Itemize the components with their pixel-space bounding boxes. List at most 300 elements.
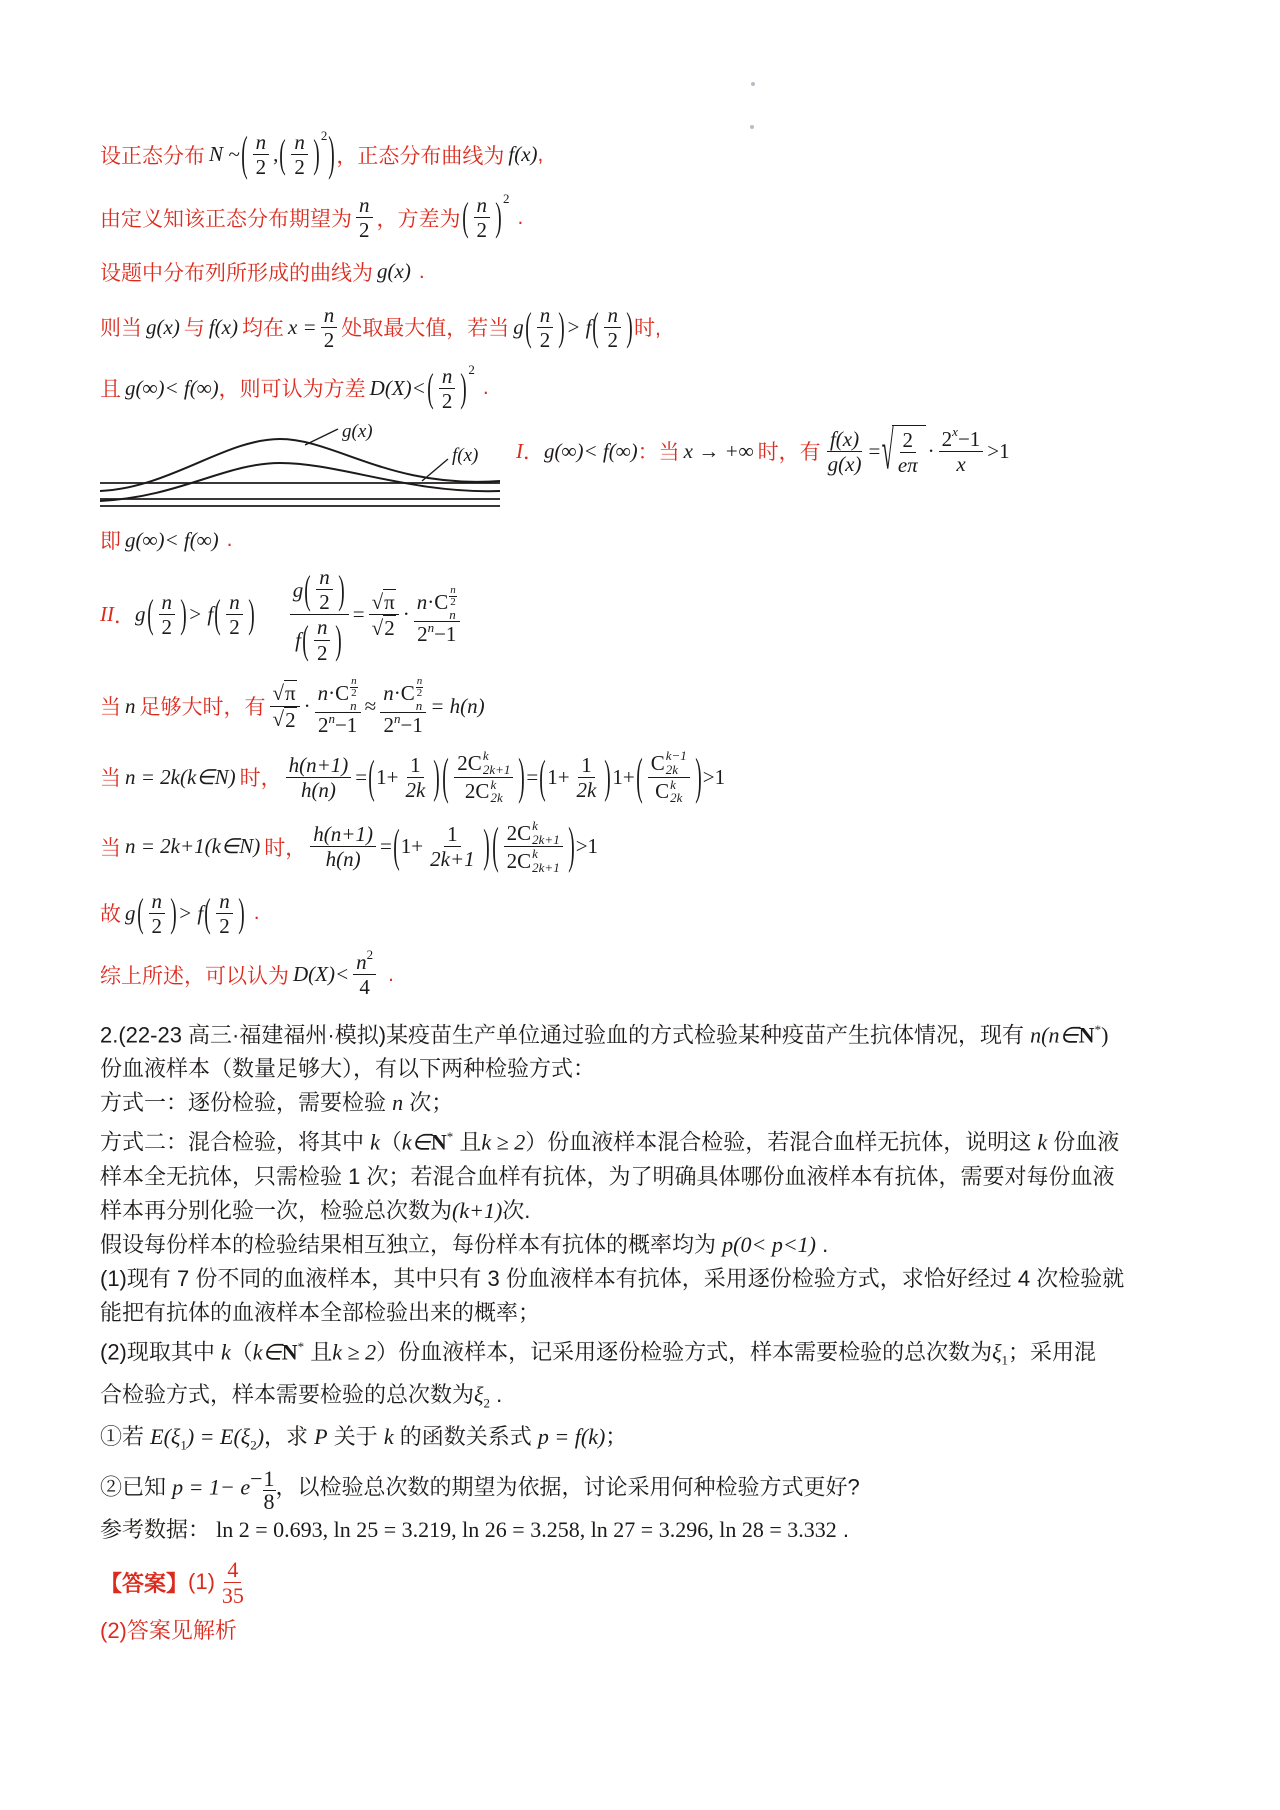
dot-operator: ·: [303, 693, 311, 718]
fraction-n2-over-4: [353, 947, 376, 1000]
script-top: k: [482, 748, 489, 764]
denominator: eπ: [897, 453, 918, 478]
script-top: k: [670, 776, 676, 792]
math-run: k: [221, 1339, 231, 1365]
big-right-paren: ): [695, 747, 702, 805]
math-run: k ≥ 2: [332, 1339, 377, 1365]
math-token: 2: [317, 713, 329, 738]
numerator: [504, 819, 563, 847]
binom-scripts: [490, 778, 502, 805]
denominator: 2: [476, 218, 487, 243]
math-run: > f: [566, 314, 592, 339]
math-token: >1: [575, 834, 599, 859]
cn-text: 当: [658, 441, 680, 465]
big-left-paren: (: [592, 303, 600, 350]
math-run: (k+1): [452, 1197, 503, 1223]
fraction-answer: [219, 1557, 247, 1609]
cn-text: 且: [459, 1129, 482, 1155]
fraction-binomial-term: [315, 675, 361, 738]
normal-distribution-params: [240, 125, 337, 182]
math-run: > f: [178, 900, 204, 925]
math-token: −1: [434, 622, 457, 647]
cn-text: .: [482, 376, 489, 400]
script-bottom: 2k: [490, 790, 503, 806]
math-token: 2C: [464, 779, 490, 804]
numerator: [414, 584, 460, 623]
big-right-paren: ): [238, 889, 245, 936]
numerator: n: [314, 615, 331, 640]
math-run: ξ: [474, 1381, 484, 1407]
fraction: [454, 749, 513, 805]
math-token: −1: [957, 426, 981, 451]
cn-text: .: [253, 901, 260, 925]
big-left-paren: (: [204, 889, 211, 936]
script-top: k: [532, 818, 538, 834]
cn-text: 当: [100, 836, 121, 860]
mini-denominator: 2: [450, 595, 456, 608]
big-right-paren: ): [313, 130, 320, 177]
math-run: k: [383, 1423, 394, 1449]
cn-text: 由定义知该正态分布期望为: [100, 207, 352, 231]
cn-text: .: [418, 259, 425, 283]
cn-text: 合检验方式，样本需要检验的总次数为: [100, 1381, 475, 1407]
radicand: 2: [285, 707, 296, 732]
cn-text: ：: [637, 441, 659, 465]
radical-sign: √: [272, 707, 285, 732]
script-bottom: n: [449, 606, 456, 622]
cn-text: ，求: [264, 1423, 309, 1449]
solution-line-3: [100, 257, 1190, 287]
denominator: h(n): [300, 777, 336, 802]
solution-block: [100, 125, 1190, 1000]
curve-label-g: g(x): [342, 421, 373, 443]
denominator: 2: [161, 615, 172, 640]
fraction-binomial-term: [380, 675, 426, 738]
denominator: 2: [319, 590, 330, 615]
superscript: *: [446, 1129, 454, 1145]
fraction: [216, 889, 233, 938]
math-token: 2C: [457, 751, 482, 776]
leader-line-g: [305, 429, 338, 445]
curve-f: [100, 463, 500, 501]
dot-operator: ·: [393, 681, 401, 706]
numerator: [353, 947, 376, 975]
denominator: 2: [316, 640, 328, 665]
cn-text: 故: [100, 903, 121, 927]
script-top: [416, 675, 424, 699]
mini-denominator: 8: [263, 1488, 275, 1514]
solution-line-4: [100, 303, 1190, 352]
cn-text: 设题中分布列所形成的曲线为: [100, 261, 373, 285]
bold-N: N: [1078, 1022, 1095, 1048]
fraction: [226, 590, 243, 639]
problem-line-14: [100, 1513, 1190, 1547]
fraction: [427, 822, 478, 871]
solution-line-7: [100, 525, 1190, 555]
dot-operator: ·: [427, 590, 435, 615]
cn-text: ,: [537, 142, 544, 166]
minus-sign: −: [250, 1466, 263, 1492]
math-run: (k∈N): [180, 764, 236, 789]
big-right-paren: ): [518, 747, 526, 805]
script-top: [449, 584, 457, 608]
big-left-paren: (: [302, 617, 309, 663]
big-left-paren: (: [635, 747, 643, 805]
cn-text: 的函数关系式: [399, 1423, 532, 1449]
solution-statement-II: [100, 565, 1190, 665]
script-top: k: [532, 846, 538, 862]
paren-fraction: [591, 303, 634, 352]
big-left-paren: (: [393, 819, 400, 873]
paren-group: [538, 749, 612, 803]
numerator: 4: [224, 1557, 241, 1583]
denominator: 2: [229, 615, 240, 640]
radical-sign: √: [371, 589, 384, 614]
equals: =: [352, 602, 365, 627]
dot-operator: ·: [927, 438, 935, 463]
math-token: f: [295, 627, 301, 652]
binom-scripts: [532, 819, 560, 846]
big-right-paren: ): [328, 125, 336, 182]
fraction: [316, 565, 333, 614]
cn-text: （: [230, 1339, 253, 1365]
big-right-paren: ): [433, 749, 441, 803]
paren-fraction-squared: [426, 361, 475, 413]
denominator: x: [956, 451, 966, 476]
roman-numeral: I: [516, 438, 523, 463]
subscript: 1: [180, 1437, 187, 1453]
denominator: 2: [323, 327, 335, 352]
script-bottom: 2k+1: [482, 762, 511, 778]
math-run: E(ξ: [150, 1423, 181, 1449]
numerator: n: [253, 130, 270, 155]
math-token: 1+: [376, 764, 399, 789]
paren-fraction: [136, 889, 179, 938]
math-run: p = 1− e: [172, 1474, 251, 1500]
numerator: n: [439, 364, 456, 389]
superscript: n: [427, 619, 435, 635]
math-token: 2: [941, 426, 953, 451]
answer-line-2: [100, 1614, 1190, 1645]
fraction-binomial-term: [414, 584, 460, 647]
script-bottom: 2k+1: [532, 859, 560, 875]
cn-text: 方式二：混合检验，将其中: [100, 1129, 365, 1155]
math-run: g(∞)< f(∞): [544, 438, 638, 463]
denominator: 4: [359, 975, 370, 1000]
fraction: [939, 424, 984, 476]
solution-line-10: [100, 749, 1190, 805]
radical-sign: √: [371, 615, 384, 640]
math-token: C: [655, 779, 670, 804]
denominator: 2: [294, 155, 305, 180]
big-right-paren: ): [558, 303, 565, 350]
cn-text: 则当: [100, 317, 142, 341]
cn-text: 假设每份样本的检验结果相互独立，每份样本有抗体的概率均为: [100, 1231, 717, 1257]
numerator: n: [356, 193, 373, 218]
script-top: k: [490, 776, 497, 792]
fraction: [314, 615, 331, 664]
big-right-paren: ): [460, 364, 468, 411]
radical-sign: √: [881, 418, 895, 482]
math-token: 2C: [506, 848, 532, 873]
radical-sign: √: [272, 680, 285, 705]
problem-line-5: [100, 1160, 1190, 1194]
denominator: [369, 615, 399, 640]
numerator: 1: [578, 753, 595, 778]
cn-text: 且: [100, 378, 121, 402]
denominator: 2k: [405, 777, 426, 802]
math-token: >1: [702, 764, 726, 789]
big-left-paren: (: [240, 125, 248, 182]
cn-text: ；采用混: [1008, 1339, 1097, 1365]
problem-line-13: [100, 1462, 1190, 1512]
cn-text: .: [517, 205, 524, 229]
math-token: n: [383, 681, 394, 706]
math-run: x → +∞: [683, 438, 754, 463]
binom-scripts: [670, 778, 682, 805]
numerator: n: [216, 889, 233, 914]
script-bottom: 2k: [670, 790, 683, 806]
cn-text: .: [226, 528, 233, 552]
math-run: p = f(k): [537, 1423, 606, 1449]
solution-line-1: [100, 125, 1190, 182]
paren-group: [635, 749, 703, 805]
mini-numerator: n: [450, 583, 456, 596]
fraction: [321, 303, 338, 352]
math-token: C: [650, 751, 665, 776]
denominator: 2k: [576, 777, 597, 802]
cn-text: ）份血液样本，记采用逐份检验方式，样本需要检验的总次数为: [376, 1339, 993, 1365]
math-run: g: [513, 314, 524, 339]
numerator: n: [604, 303, 621, 328]
fraction: [604, 303, 621, 352]
big-left-paren: (: [427, 364, 434, 411]
math-token: −1: [400, 713, 423, 738]
denominator: 35: [221, 1582, 244, 1608]
big-left-paren: (: [136, 889, 144, 936]
equals: =: [526, 764, 539, 789]
paren-fraction: [203, 889, 246, 938]
fraction: [895, 428, 921, 477]
math-run: f(x): [208, 314, 238, 339]
cn-text: .: [388, 962, 394, 986]
numerator: n: [159, 590, 176, 615]
equals: =: [379, 834, 392, 859]
denominator: [652, 778, 685, 805]
numerator: f(x): [827, 427, 862, 452]
big-left-paren: (: [442, 747, 450, 805]
numerator: n: [226, 590, 243, 615]
fraction-h-ratio: [310, 822, 376, 871]
script-top: [350, 675, 358, 699]
big-left-paren: (: [491, 816, 499, 875]
mini-numerator: n: [416, 674, 423, 687]
numerator: n: [316, 565, 333, 590]
cn-text: 时,: [633, 317, 661, 341]
superscript: 2: [468, 361, 475, 377]
bold-N: N: [430, 1129, 447, 1155]
denominator: 2: [607, 327, 618, 352]
denominator: g(x): [827, 451, 862, 476]
big-left-paren: (: [279, 130, 287, 177]
problem-line-2: [100, 1052, 1190, 1086]
mini-denominator: 2: [416, 686, 423, 699]
cn-text: 当: [100, 767, 121, 791]
numerator: [290, 565, 349, 615]
fraction-sqrtpi-over-sqrt2: [369, 589, 399, 640]
cn-text: ，正态分布曲线为: [336, 144, 505, 168]
math-run: N ~: [209, 142, 240, 167]
fraction: [439, 364, 456, 413]
problem-line-3: [100, 1086, 1190, 1120]
big-left-paren: (: [368, 749, 375, 803]
superscript: n: [328, 710, 335, 726]
fraction: [648, 749, 690, 805]
math-run: ln 2 = 0.693, ln 25 = 3.219, ln 26 = 3.258, ln 27 = 3.296, ln 28 = 3.332: [216, 1516, 837, 1542]
cn-text: 样本全无抗体，只需检验 1 次；若混合血样有抗体，为了明确具体哪份血液样本有抗体，需要对每份血液: [100, 1163, 1115, 1189]
fraction-sqrtpi-over-sqrt2: [270, 680, 300, 731]
cn-text: 且: [310, 1339, 333, 1365]
fraction-h-ratio: [286, 753, 352, 802]
big-right-paren: ): [495, 194, 502, 240]
cn-text: 时，: [264, 836, 307, 860]
bold-N: N: [281, 1339, 298, 1365]
math-token: 2: [383, 713, 395, 738]
mini-numerator: n: [351, 674, 357, 687]
solution-line-5: [100, 361, 1190, 413]
leader-line-f: [422, 459, 448, 481]
solution-line-13: [100, 947, 1190, 1000]
denominator: 2: [219, 913, 230, 938]
cn-text: ②已知: [100, 1474, 167, 1500]
big-right-paren: ): [626, 303, 633, 350]
paren-group: [491, 816, 576, 875]
math-run: ) = E(ξ: [186, 1423, 251, 1449]
script-bottom: 2k: [665, 762, 679, 778]
fraction: [356, 193, 373, 242]
cn-text: ．: [114, 604, 135, 628]
fraction: [504, 819, 563, 875]
math-run: P: [314, 1423, 328, 1449]
math-token: 2: [417, 622, 428, 647]
math-run: g: [135, 602, 146, 627]
denominator: [315, 710, 360, 738]
math-token: C: [434, 590, 449, 615]
cn-text: 2.(22-23 高三·福建福州·模拟)某疫苗生产单位通过验血的方式检验某种疫苗产生抗体情况，现有: [100, 1022, 1025, 1048]
math-run: n: [125, 693, 136, 718]
curve-label-f: f(x): [452, 445, 479, 467]
script-bottom: n: [415, 697, 423, 713]
big-right-paren: ): [338, 566, 345, 613]
cn-text: 时，有: [757, 441, 821, 465]
math-token: C: [335, 681, 350, 706]
cn-text: .: [496, 1381, 503, 1407]
numerator: 2: [900, 428, 917, 453]
fraction: [574, 753, 600, 802]
paren-fraction-squared: [461, 193, 510, 242]
denominator: [504, 847, 563, 874]
solution-line-9: [100, 675, 1190, 738]
big-right-paren: ): [180, 591, 187, 637]
problem-2-block: [100, 1013, 1190, 1546]
cn-text: 能把有抗体的血液样本全部检验出来的概率；: [100, 1299, 541, 1325]
math-run: g(∞)< f(∞): [125, 375, 219, 400]
figure-row: [100, 418, 1190, 521]
binom-scripts: [350, 675, 358, 713]
problem-line-4: [100, 1120, 1190, 1159]
problem-line-9: [100, 1296, 1190, 1330]
comma: ,: [273, 142, 279, 167]
math-token: −1: [334, 713, 358, 738]
numerator: n: [321, 303, 338, 328]
denominator: [462, 778, 506, 805]
fraction: [402, 753, 428, 802]
fraction: [474, 193, 491, 242]
dot-operator: ·: [328, 681, 336, 706]
math-run: k ≥ 2: [481, 1129, 526, 1155]
denominator: [414, 619, 459, 647]
numerator: [315, 675, 361, 714]
cn-text: 处取最大值，若当: [341, 317, 510, 341]
superscript: *: [297, 1338, 305, 1354]
big-right-paren: ): [567, 816, 575, 875]
subscript: 2: [483, 1394, 490, 1410]
big-left-paren: (: [146, 591, 154, 637]
math-run: n = 2k: [125, 764, 180, 789]
numerator: [648, 749, 690, 777]
cn-text: 样本再分别化验一次，检验总次数为: [100, 1197, 453, 1223]
cn-text: 足够大时，有: [139, 696, 266, 720]
fraction: [253, 130, 270, 179]
math-run: > f: [188, 602, 214, 627]
script-bottom: n: [350, 697, 357, 713]
denominator: h(n): [325, 847, 361, 872]
subscript: 1: [1001, 1352, 1009, 1368]
fraction-fx-over-gx: [825, 427, 865, 476]
paren-fraction: [524, 303, 567, 352]
mini-fraction: [263, 1465, 276, 1514]
math-token: 1+: [547, 764, 570, 789]
cn-text: .: [842, 1516, 849, 1542]
denominator: 2: [441, 388, 453, 413]
cn-text: ，则可认为方差: [218, 378, 366, 402]
answer-part-1-label: (1): [188, 1569, 215, 1595]
denominator: [292, 615, 346, 664]
cn-text: .: [822, 1231, 829, 1257]
cn-text: (1)现有 7 份不同的血液样本，其中只有 3 份血液样本有抗体，采用逐份检验方式，求恰好经过 4 次检验就: [100, 1265, 1125, 1291]
subscript: 2: [250, 1437, 257, 1453]
numerator: n: [474, 193, 491, 218]
math-run: p(0< p<1): [722, 1231, 816, 1257]
binom-scripts: [483, 749, 511, 776]
big-left-paren: (: [524, 303, 532, 350]
cn-text: 即: [100, 530, 121, 554]
math-token: 1+: [400, 834, 424, 859]
math-run: n(n∈: [1030, 1022, 1079, 1048]
cn-text: 关于: [333, 1423, 378, 1449]
paren-fraction: [146, 590, 189, 639]
equals: =: [355, 764, 368, 789]
binom-scripts: [666, 749, 687, 776]
cn-text: 次；: [409, 1090, 454, 1116]
solution-line-11: [100, 816, 1190, 875]
math-token: C: [400, 681, 415, 706]
math-run: x =: [287, 314, 317, 339]
numerator: 1: [407, 753, 424, 778]
cn-text: 与: [183, 317, 205, 341]
math-token: g: [292, 577, 304, 602]
math-run: g: [125, 900, 136, 925]
